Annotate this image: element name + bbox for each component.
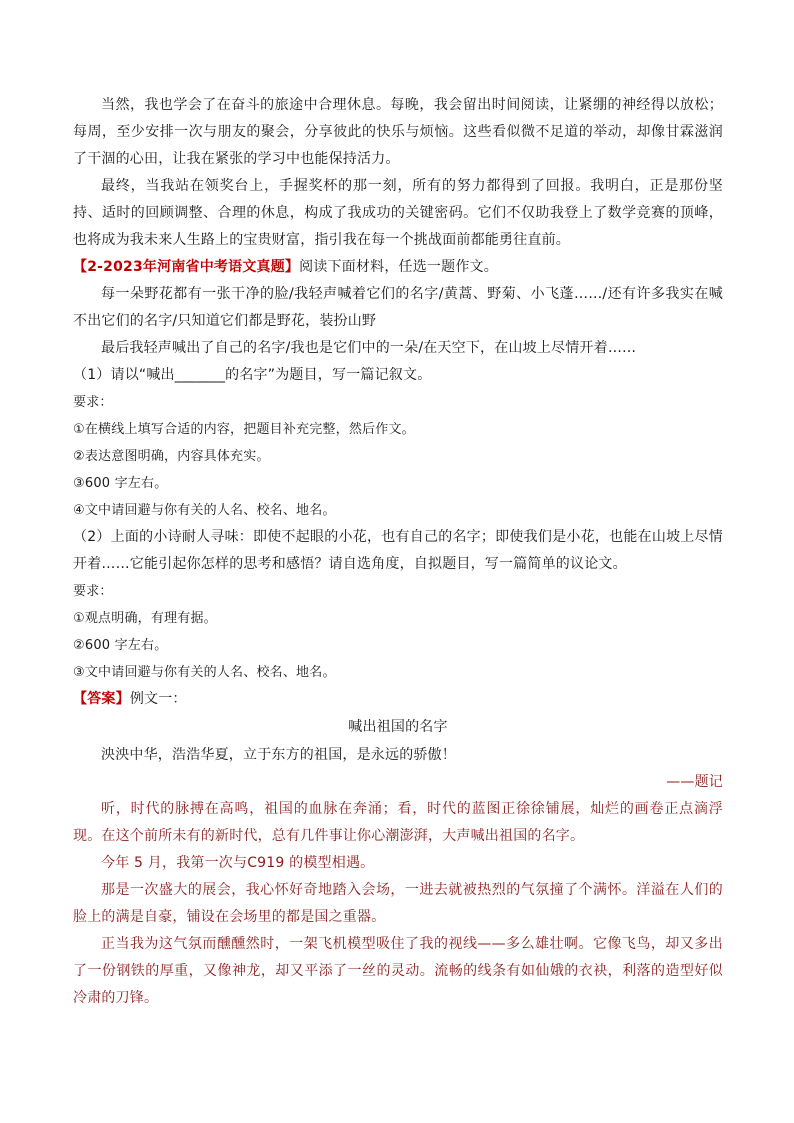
question-intro: 阅读下面材料，任选一题作文。 bbox=[299, 259, 498, 275]
poem-line-2: 最后我轻声喊出了自己的名字/我也是它们中的一朵/在天空下，在山坡上尽情开着…… bbox=[101, 340, 637, 356]
requirement-item: ②600 字左右。 bbox=[73, 638, 168, 653]
essay-paragraph: 那是一次盛大的展会，我心怀好奇地踏入会场，一进去就被热烈的气氛撞了个满怀。洋溢在人们的脸上的满是自豪，铺设在会场里的都是国之重器。 bbox=[73, 882, 723, 925]
essay-paragraph: 听，时代的脉搏在高鸣，祖国的血脉在奔涌；看，时代的蓝图正徐徐铺展，灿烂的画卷正点滴浮现。在这个前所未有的新时代，总有几件事让你心潮澎湃，大声喊出祖国的名字。 bbox=[73, 801, 723, 844]
task-2: （2）上面的小诗耐人寻味：即使不起眼的小花，也有自己的名字；即使我们是小花，也能在山坡上尽情开着……它能引起你怎样的思考和感悟？请自选角度，自拟题目，写一篇简单的议论文。 bbox=[73, 529, 723, 572]
question-header bbox=[73, 254, 723, 281]
requirement-item: ②表达意图明确，内容具体充实。 bbox=[73, 449, 270, 464]
requirement-item: ③文中请回避与你有关的人名、校名、地名。 bbox=[73, 665, 336, 680]
answer-tag: 【答案】 bbox=[73, 691, 130, 707]
requirement-item: ①在横线上填写合适的内容，把题目补充完整，然后作文。 bbox=[73, 422, 415, 437]
answer-header bbox=[73, 686, 723, 713]
requirement-item: ④文中请回避与你有关的人名、校名、地名。 bbox=[73, 503, 336, 518]
body-paragraph-2: 最终，当我站在领奖台上，手握奖杯的那一刻，所有的努力都得到了回报。我明白，正是那份坚持、适时的回顾调整、合理的休息，构成了我成功的关键密码。它们不仅助我登上了数学竞赛的顶峰，也将成为我未来人生路上的宝贵财富，指引我在每一个挑战面前都能勇往直前。 bbox=[73, 178, 723, 248]
requirement-item: ③600 字左右。 bbox=[73, 476, 168, 491]
task-1: （1）请以“喊出_______的名字”为题目，写一篇记叙文。 bbox=[73, 367, 432, 383]
document-page bbox=[73, 92, 723, 1012]
requirements-label-1: 要求： bbox=[73, 395, 113, 410]
essay-paragraph: 今年 5 月，我第一次与C919 的模型相遇。 bbox=[101, 855, 375, 871]
requirements-label-2: 要求： bbox=[73, 584, 113, 599]
poem-line-1: 每一朵野花都有一张干净的脸/我轻声喊着它们的名字/黄蒿、野菊、小飞蓬……/还有许多我实在喊不出它们的名字/只知道它们都是野花，装扮山野 bbox=[73, 286, 723, 329]
body-paragraph-1: 当然，我也学会了在奋斗的旅途中合理休息。每晚，我会留出时间阅读，让紧绷的神经得以放松；每周，至少安排一次与朋友的聚会，分享彼此的快乐与烦恼。这些看似微不足道的举动，却像甘霖滋润了干涸的心田，让我在紧张的学习中也能保持活力。 bbox=[73, 97, 723, 167]
answer-label: 例文一： bbox=[129, 691, 187, 707]
essay-preface: 泱泱中华，浩浩华夏，立于东方的祖国，是永远的骄傲！ bbox=[101, 747, 456, 763]
essay-preface-signature: ——题记 bbox=[666, 774, 723, 790]
essay-title: 喊出祖国的名字 bbox=[348, 719, 448, 735]
essay-paragraph: 正当我为这气氛而醺醺然时，一架飞机模型吸住了我的视线——多么雄壮啊。它像飞鸟，却又多出了一份钢铁的厚重，又像神龙，却又平添了一丝的灵动。流畅的线条有如仙娥的衣袂，利落的造型好似冷肃的刀锋。 bbox=[73, 936, 723, 1006]
question-source-tag: 【2-2023年河南省中考语文真题】 bbox=[73, 259, 300, 275]
requirement-item: ①观点明确，有理有据。 bbox=[73, 611, 217, 626]
